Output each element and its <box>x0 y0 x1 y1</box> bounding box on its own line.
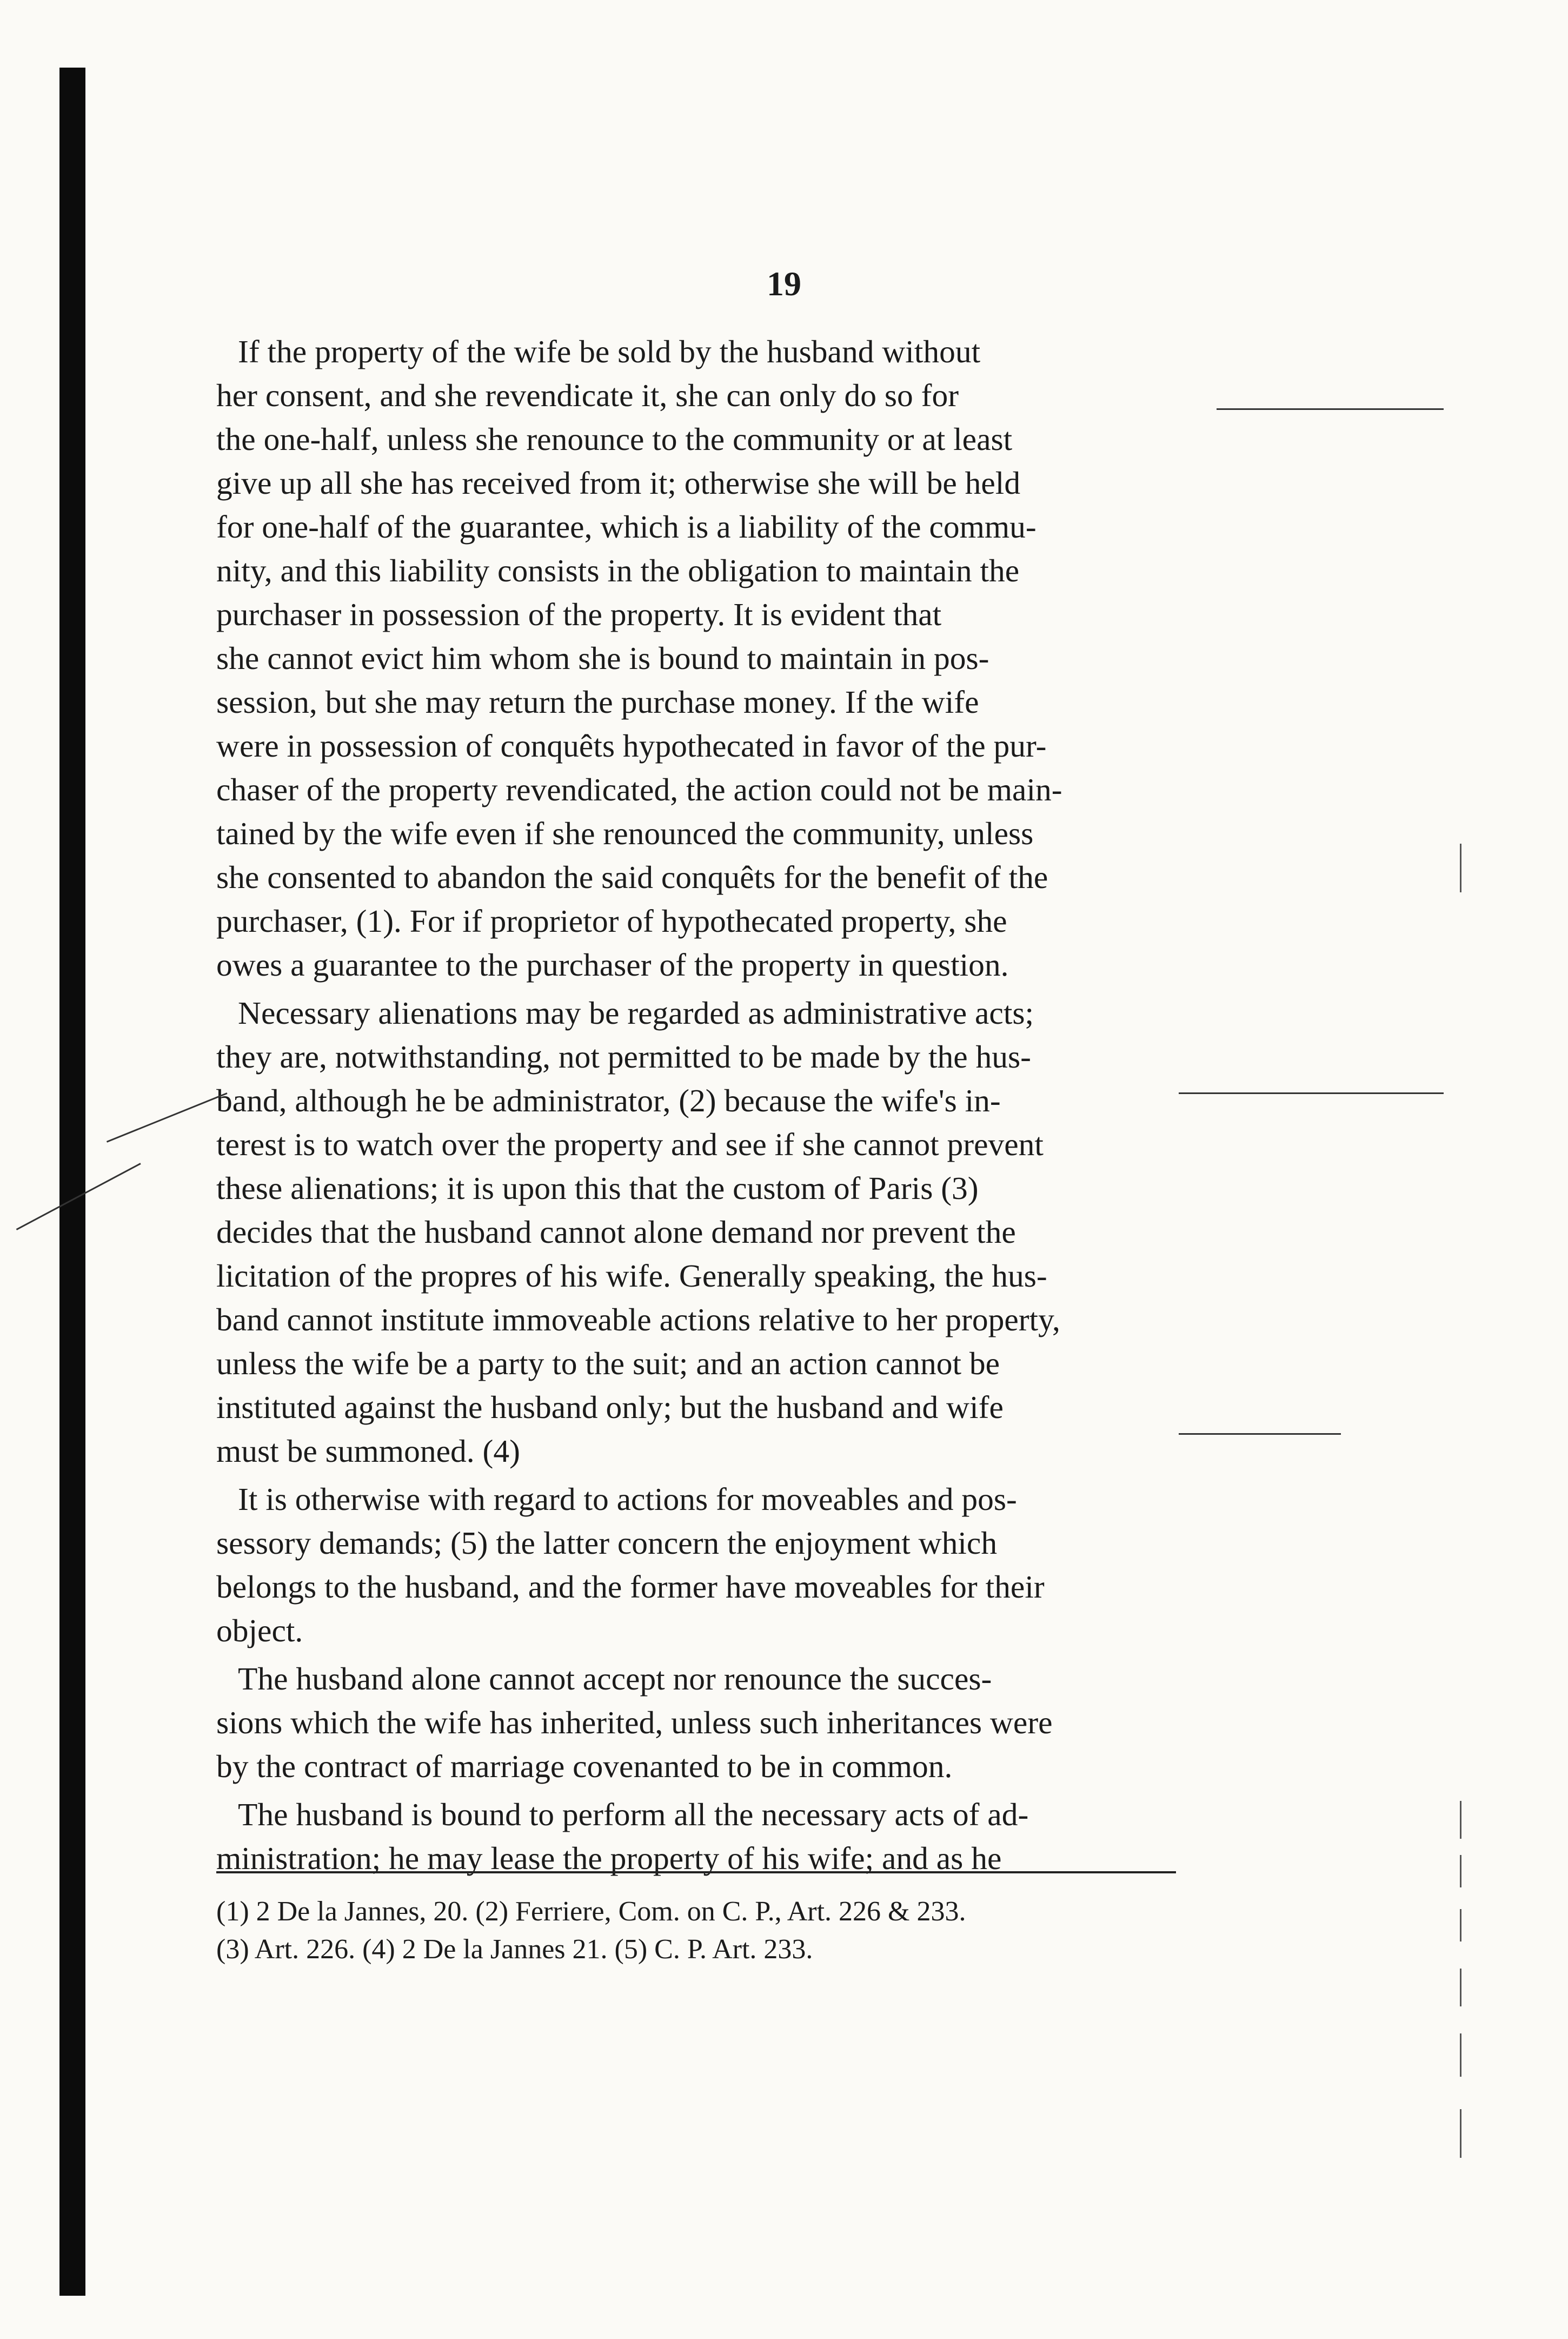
text-line: these alienations; it is upon this that the custom of Paris (3) <box>216 1170 979 1206</box>
text-line: she cannot evict him whom she is bound to maintain in pos- <box>216 640 989 676</box>
text-line: nity, and this liability consists in the obligation to maintain the <box>216 553 1020 588</box>
text-line: give up all she has received from it; otherwise she will be held <box>216 465 1021 501</box>
text-line: were in possession of conquêts hypothecated in favor of the pur- <box>216 728 1047 764</box>
text-line: ministration; he may lease the property of his wife; and as he <box>216 1840 1002 1876</box>
body-text <box>216 330 1176 1885</box>
text-line: they are, notwithstanding, not permitted to be made by the hus- <box>216 1039 1031 1075</box>
binding-edge <box>59 68 85 2296</box>
text-line: If the property of the wife be sold by the husband without <box>238 334 981 369</box>
margin-tick <box>1460 1855 1461 1887</box>
text-line: The husband is bound to perform all the necessary acts of ad- <box>238 1797 1029 1832</box>
page-number: 19 <box>767 264 801 303</box>
text-line: must be summoned. (4) <box>216 1433 520 1469</box>
footnote-line: (1) 2 De la Jannes, 20. (2) Ferriere, Com. on C. P., Art. 226 & 233. <box>216 1896 966 1927</box>
text-line: instituted against the husband only; but the husband and wife <box>216 1389 1004 1425</box>
text-line: It is otherwise with regard to actions for moveables and pos- <box>238 1481 1017 1517</box>
footnote-divider <box>216 1871 1176 1873</box>
margin-line <box>1217 408 1444 410</box>
text-line: band, although he be administrator, (2) because the wife's in- <box>216 1083 1001 1118</box>
footnote-line: (3) Art. 226. (4) 2 De la Jannes 21. (5) C. P. Art. 233. <box>216 1934 813 1965</box>
text-line: The husband alone cannot accept nor renounce the succes- <box>238 1661 992 1697</box>
text-line: the one-half, unless she renounce to the community or at least <box>216 421 1013 457</box>
text-line: band cannot institute immoveable actions relative to her property, <box>216 1302 1060 1337</box>
margin-line <box>1179 1092 1444 1094</box>
text-line: purchaser, (1). For if proprietor of hypothecated property, she <box>216 903 1007 939</box>
text-line: licitation of the propres of his wife. Generally speaking, the hus- <box>216 1258 1047 1294</box>
text-line: session, but she may return the purchase money. If the wife <box>216 684 979 720</box>
text-line: unless the wife be a party to the suit; and an action cannot be <box>216 1346 1000 1381</box>
margin-tick <box>1460 2033 1461 2077</box>
paragraph-4 <box>216 1657 1176 1788</box>
margin-line <box>1179 1433 1341 1435</box>
margin-tick <box>1460 844 1461 892</box>
text-line: tained by the wife even if she renounced the community, unless <box>216 816 1034 851</box>
paragraph-1 <box>216 330 1176 987</box>
text-line: sions which the wife has inherited, unless such inheritances were <box>216 1705 1053 1740</box>
margin-tick <box>1460 1909 1461 1942</box>
footnotes <box>216 1893 1176 1969</box>
paragraph-2 <box>216 991 1176 1473</box>
margin-line <box>107 1092 228 1143</box>
text-line: terest is to watch over the property and see if she cannot prevent <box>216 1127 1044 1162</box>
text-line: Necessary alienations may be regarded as administrative acts; <box>238 995 1034 1031</box>
text-line: object. <box>216 1613 303 1648</box>
text-line: purchaser in possession of the property. It is evident that <box>216 597 942 632</box>
text-line: decides that the husband cannot alone demand nor prevent the <box>216 1214 1016 1250</box>
text-line: by the contract of marriage covenanted to be in common. <box>216 1748 953 1784</box>
text-line: she consented to abandon the said conquêts for the benefit of the <box>216 859 1048 895</box>
text-line: sessory demands; (5) the latter concern the enjoyment which <box>216 1525 998 1561</box>
text-line: her consent, and she revendicate it, she can only do so for <box>216 377 959 413</box>
margin-tick <box>1460 2109 1461 2158</box>
text-line: chaser of the property revendicated, the action could not be main- <box>216 772 1062 807</box>
margin-tick <box>1460 1969 1461 2006</box>
text-line: for one-half of the guarantee, which is a liability of the commu- <box>216 509 1037 545</box>
text-line: owes a guarantee to the purchaser of the property in question. <box>216 947 1009 983</box>
text-line: belongs to the husband, and the former have moveables for their <box>216 1569 1045 1605</box>
paragraph-3 <box>216 1477 1176 1653</box>
paragraph-5 <box>216 1793 1176 1880</box>
margin-tick <box>1460 1801 1461 1839</box>
